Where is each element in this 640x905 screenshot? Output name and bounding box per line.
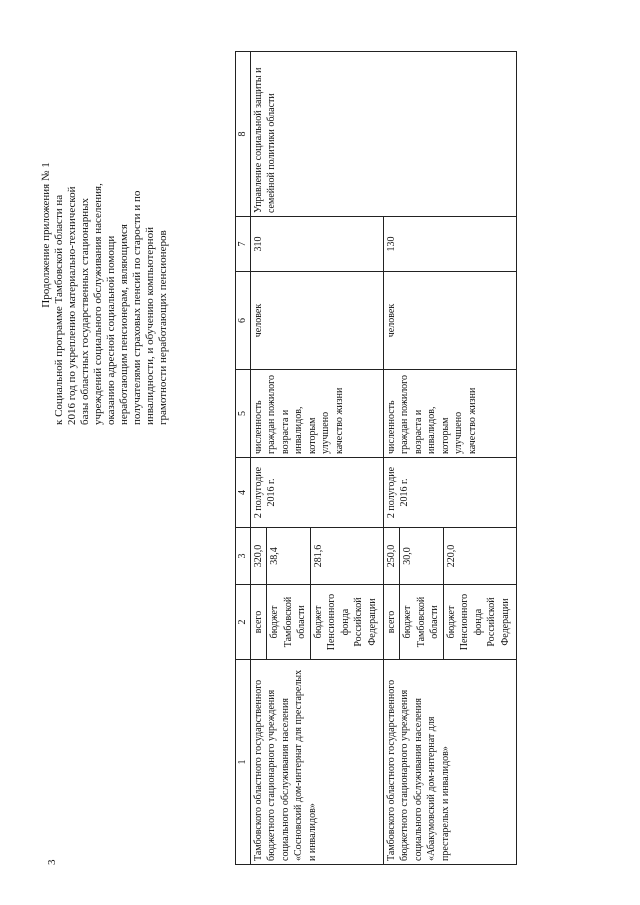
column-number: 5 [236, 370, 251, 458]
value-cell: 130 [383, 217, 516, 272]
funding-amount-cell: 38,4 [267, 528, 311, 585]
header-line: грамотности неработающих пенсионеров [157, 230, 169, 425]
institution-cell: Тамбовского областного государственного бюджетного стационарного учреждения социального обслуживания населения «Сосновский дом-интернат для престарелых и инвалидов» [250, 660, 383, 865]
funding-amount-cell: 30,0 [400, 528, 444, 585]
funding-amount-cell: 281,6 [310, 528, 383, 585]
funding-source-cell: бюджет Пенсионного фонда Российской Федерации [443, 585, 516, 660]
unit-cell: человек [383, 272, 516, 370]
header-line: учреждений социального обслуживания населения, [92, 183, 104, 425]
header-line: Продолжение приложения № 1 [40, 162, 52, 308]
unit-cell: человек [250, 272, 383, 370]
header-line: инвалидности, и обучению компьютерной [144, 227, 156, 425]
page-number: 3 [46, 859, 58, 865]
funding-amount-cell: 220,0 [443, 528, 516, 585]
rotated-sheet [40, 35, 600, 865]
period-cell: 2 полугодие 2016 г. [250, 458, 383, 528]
header-line: к Социальной программе Тамбовской области на [53, 194, 65, 425]
table-row [250, 52, 267, 865]
appendix-header [40, 45, 170, 425]
value-cell: 310 [250, 217, 383, 272]
column-number: 3 [236, 528, 251, 585]
column-number: 6 [236, 272, 251, 370]
column-number: 4 [236, 458, 251, 528]
column-number: 2 [236, 585, 251, 660]
column-number-row [236, 52, 251, 865]
column-number: 7 [236, 217, 251, 272]
funding-amount-cell: 250,0 [383, 528, 400, 585]
header-line: получателями страховых пенсий по старости и по [131, 190, 143, 425]
funding-amount-cell: 320,0 [250, 528, 267, 585]
header-line: базы областных государственных стационарных [79, 197, 91, 425]
funding-source-cell: всего [250, 585, 267, 660]
header-line: 2016 год по укреплению материально-технической [66, 186, 78, 425]
column-number: 1 [236, 660, 251, 865]
funding-source-cell: бюджет Пенсионного фонда Российской Федерации [310, 585, 383, 660]
institution-cell: Тамбовского областного государственного бюджетного стационарного учреждения социального обслуживания населения «Абакумовский дом-интернат для престарелых и инвалидов» [383, 660, 516, 865]
header-line: неработающим пенсионерам, являющимся [118, 224, 130, 425]
column-number: 8 [236, 52, 251, 217]
indicator-cell: численность граждан пожилого возраста и инвалидов, которым улучшено качество жизни [383, 370, 516, 458]
indicator-cell: численность граждан пожилого возраста и инвалидов, которым улучшено качество жизни [250, 370, 383, 458]
responsible-cell: Управление социальной защиты и семейной политики области [250, 52, 516, 217]
header-line: оказанию адресной социальной помощи [105, 235, 117, 425]
period-cell: 2 полугодие 2016 г. [383, 458, 516, 528]
funding-source-cell: бюджет Тамбовской области [400, 585, 444, 660]
funding-source-cell: бюджет Тамбовской области [267, 585, 311, 660]
program-table [235, 51, 517, 865]
funding-source-cell: всего [383, 585, 400, 660]
